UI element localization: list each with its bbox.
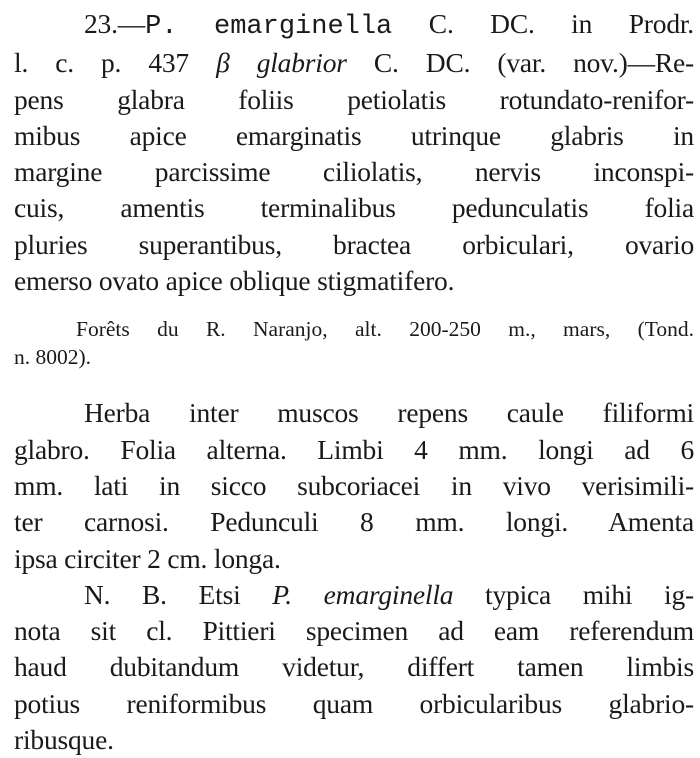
nota-bene-line: ribusque. <box>14 724 114 756</box>
species-heading-line <box>14 6 694 45</box>
description-line: emerso ovato apice oblique stigmatifero. <box>14 265 455 297</box>
species-description <box>14 6 694 299</box>
nota-bene-line: potius reniformibus quam orbicularibus glabrio- <box>14 687 694 719</box>
document-page <box>14 6 694 758</box>
variety-name: glabrior <box>256 47 347 79</box>
description-line: pens glabra foliis petiolatis rotundato-renifor- <box>14 83 694 115</box>
notes-line: Herba inter muscos repens caule filiformi <box>84 397 694 429</box>
notes-line: mm. lati in sicco subcoriacei in vivo verisimili- <box>14 469 694 501</box>
nota-bene-line: haud dubitandum videtur, differt tamen limbis <box>14 651 694 683</box>
species-number: 23.— <box>84 8 146 39</box>
genus-abbrev: P. <box>145 12 178 42</box>
description-line: pluries superantibus, bractea orbiculari, ovario <box>14 228 694 260</box>
notes-line: glabro. Folia alterna. Limbi 4 mm. longi ad 6 <box>14 433 694 465</box>
beta-symbol: β <box>216 47 230 79</box>
notes-line: ter carnosi. Pedunculi 8 mm. longi. Amenta <box>14 506 694 538</box>
species-authority: C. DC. in Prodr. <box>392 8 694 39</box>
locality-citation <box>14 315 694 371</box>
locality-line: n. 8002). <box>14 345 92 370</box>
notes-line: ipsa circiter 2 cm. longa. <box>14 542 281 574</box>
species-name: emarginella <box>214 12 393 42</box>
description-line: margine parcissime ciliolatis, nervis inconspi- <box>14 156 694 188</box>
nota-bene-paragraph <box>14 577 694 758</box>
species-italic: P. emarginella <box>272 578 454 610</box>
nota-bene-line: N. B. Etsi P. emarginella typica mihi ig- <box>84 578 694 610</box>
notes-paragraph <box>14 395 694 576</box>
description-line: cuis, amentis terminalibus pedunculatis folia <box>14 192 694 224</box>
locality-line: Forêts du R. Naranjo, alt. 200-250 m., mars, (Tond. <box>76 317 694 342</box>
description-line: mibus apice emarginatis utrinque glabris in <box>14 119 694 151</box>
description-line: l. c. p. 437 β glabrior C. DC. (var. nov.)—Re- <box>14 47 695 79</box>
nota-bene-line: nota sit cl. Pittieri specimen ad eam referendum <box>14 615 694 647</box>
